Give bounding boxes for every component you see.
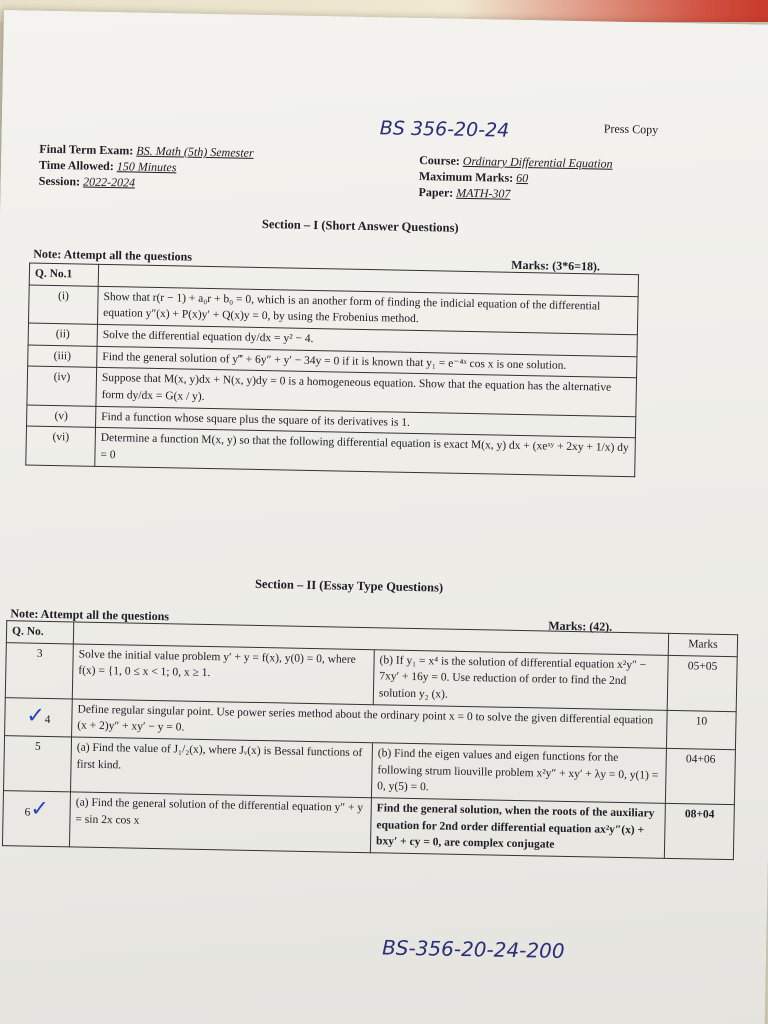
table-row: 6✓ (a) Find the general solution of the differential equation y″ + y = sin 2x cos x Find the general solution, when the roots of the auxiliary equation for 2nd order differential equation ax²y″(x) + bxy′ + cy = 0, are complex conjugate 08+04 [2, 791, 734, 860]
checkmark-icon: ✓ [26, 703, 46, 729]
table-row: ✓4 Define regular singular point. Use power series method about the ordinary point x = 0 to solve the given differential equation (x + 2)y″ + xy′ − y = 0. 10 [5, 697, 737, 749]
exam-info-left: Final Term Exam: BS. Math (5th) Semester Time Allowed: 150 Minutes Session: 2022-2024 [38, 141, 254, 190]
section1-note: Note: Attempt all the questions [33, 246, 193, 264]
section2-note: Note: Attempt all the questions [10, 606, 170, 624]
section1-table [25, 263, 639, 477]
table-header-row: Q. No. Marks [6, 621, 737, 657]
table-row: (iv) Suppose that M(x, y)dx + N(x, y)dy = 0 is a homogeneous equation. Show that the equation has the alternative form dy/dx = G(x / y). [27, 366, 637, 416]
table-row: (i) Show that r(r − 1) + a₀r + b₀ = 0, which is an another form of finding the indicial equation of the differential equation y″(x) + P(x)y′ + Q(x)y = 0, by using the Frobenius method. [28, 285, 638, 335]
section2-title: Section – II (Essay Type Questions) [254, 576, 444, 595]
section2-table [2, 620, 738, 860]
table-row: (iii) Find the general solution of y‴ + 6y″ + y′ − 34y = 0 if it is known that y₁ = e⁻⁴ˣ cos x is one solution. [28, 345, 637, 378]
table-header-row: Q. No.1 [29, 263, 638, 296]
exam-info-right: Course: Ordinary Differential Equation Maximum Marks: 60 Paper: MATH-307 [418, 152, 613, 201]
table-row: (ii) Solve the differential equation dy/dx = y² − 4. [28, 323, 637, 356]
section2-marks: Marks: (42). [548, 618, 613, 634]
table-row: (vi) Determine a function M(x, y) so that the following differential equation is exact M(x, y) dx + (xeˣʸ + 2xy + 1/x) dy = 0 [26, 426, 636, 476]
table-row: 5 (a) Find the value of J₁/₂(x), where Jᵥ(x) is Bessal functions of first kind. (b) Find the eigen values and eigen functions for the following strum liouville problem x²y″ + xy′ + λy = 0, y(1) = 0, y(5) = 0. 04+06 [4, 736, 736, 805]
exam-paper [0, 10, 768, 1024]
handwritten-code: BS 356-20-24 [379, 117, 510, 142]
press-copy: Press Copy [603, 121, 659, 137]
checkmark-icon: ✓ [30, 796, 49, 823]
handwritten-footer: BS-356-20-24-200 [381, 935, 565, 963]
section1-marks: Marks: (3*6=18). [511, 257, 601, 274]
section1-title: Section – I (Short Answer Questions) [261, 216, 459, 235]
table-row: (v) Find a function whose square plus the square of its derivatives is 1. [27, 405, 636, 438]
table-row: 3 Solve the initial value problem y′ + y = f(x), y(0) = 0, where f(x) = {1, 0 ≤ x < 1; 0, x ≥ 1. (b) If y₁ = x⁴ is the solution of differential equation x²y″ − 7xy′ + 16y = 0. Use reduction of order to find the 2nd solution y₂ (x). 05+05 [5, 642, 737, 711]
